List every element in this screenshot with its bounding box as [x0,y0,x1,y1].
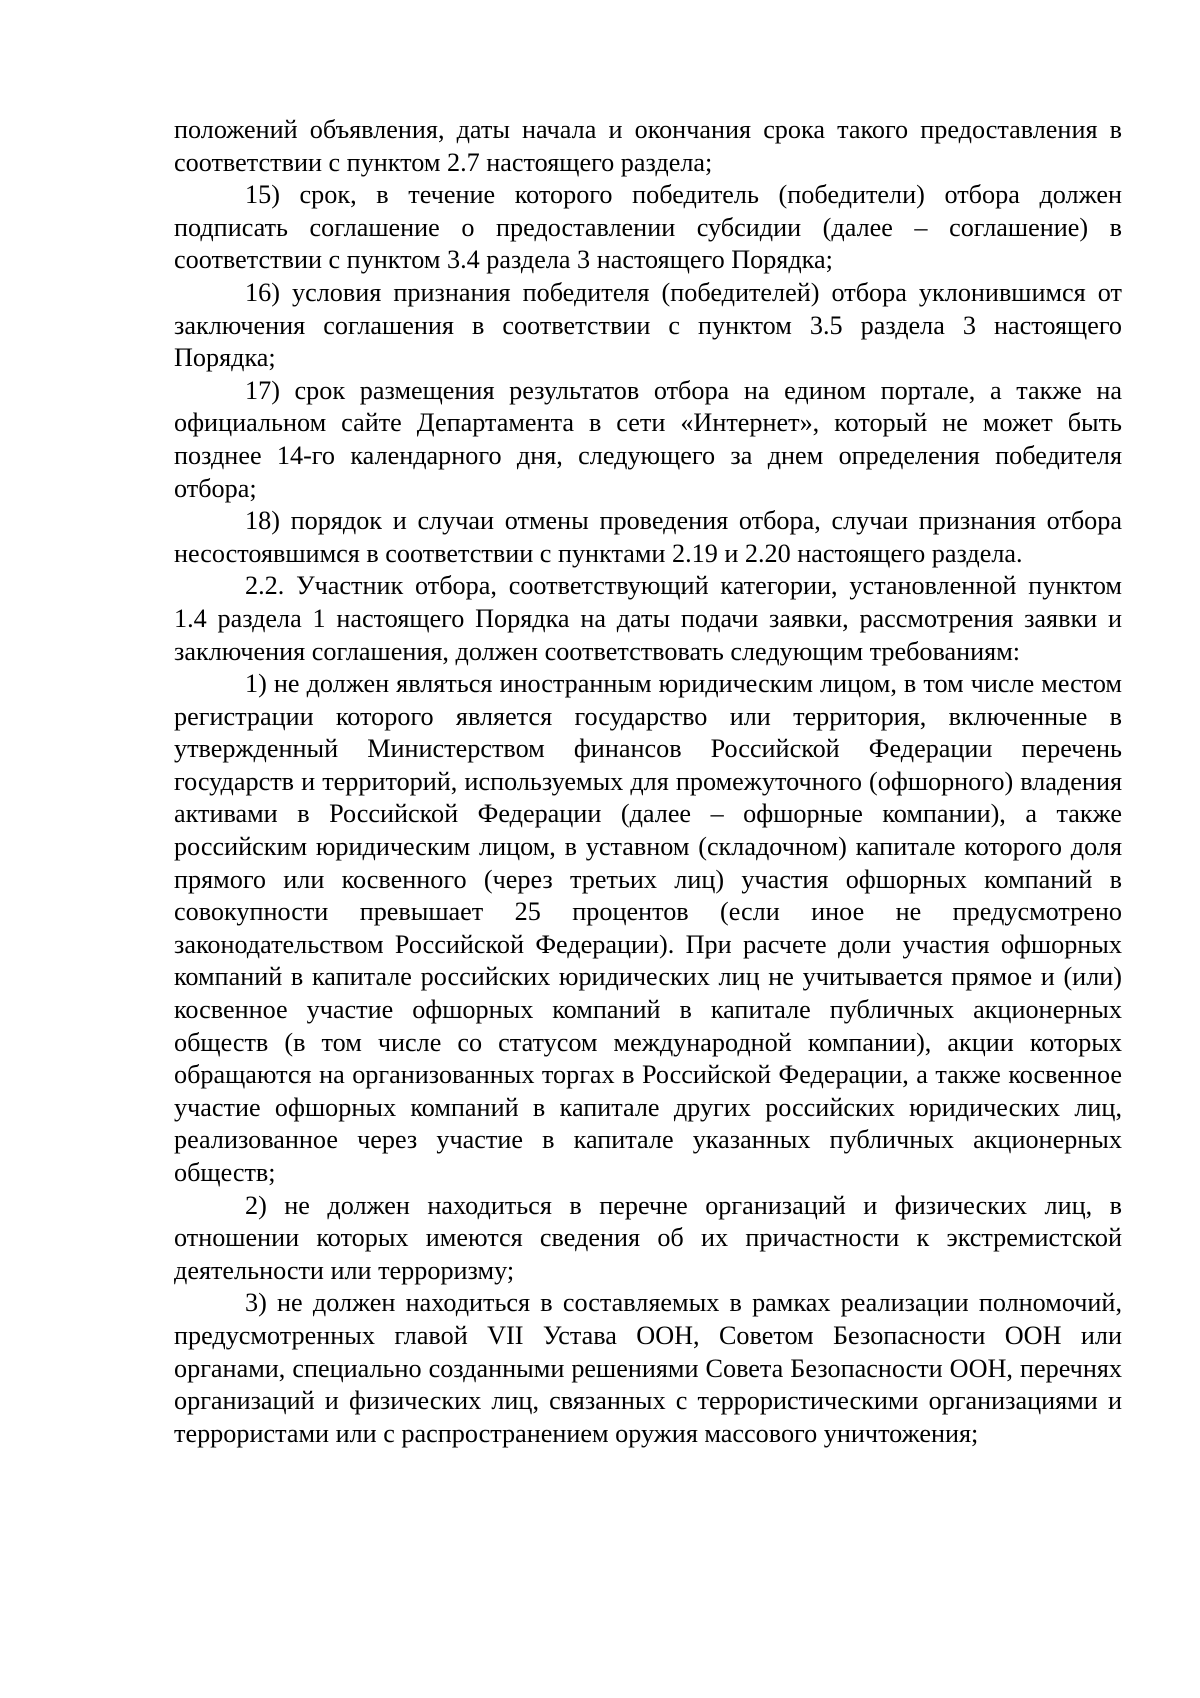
paragraph-requirement-3: 3) не должен находиться в составляемых в рамках реализации полномочий, предусмотренных главой VII Устава ООН, Советом Безопасности ООН или органами, специально созданными решениями Совета Безопасности ООН, перечнях организаций и физических лиц, связанных с террористическими организациями и террористами или с распространением оружия массового уничтожения; [174,1288,1122,1448]
paragraph-item-15: 15) срок, в течение которого победитель (победители) отбора должен подписать соглашение о предоставлении субсидии (далее – соглашение) в соответствии с пунктом 3.4 раздела 3 настоящего Порядка; [174,180,1122,275]
paragraph-item-16: 16) условия признания победителя (победителей) отбора уклонившимся от заключения соглашения в соответствии с пунктом 3.5 раздела 3 настоящего Порядка; [174,277,1122,373]
paragraph-item-18: 18) порядок и случаи отмены проведения отбора, случаи признания отбора несостоявшимся в соответствии с пунктами 2.19 и 2.20 настоящего раздела. [174,506,1122,568]
document-body [174,114,1122,1450]
paragraph-section-2-2: 2.2. Участник отбора, соответствующий категории, установленной пунктом 1.4 раздела 1 настоящего Порядка на даты подачи заявки, рассмотрения заявки и заключения соглашения, должен соответствовать следующим требованиям: [174,571,1122,666]
paragraph-item-17: 17) срок размещения результатов отбора на едином портале, а также на официальном сайте Департамента в сети «Интернет», который не может быть позднее 14-го календарного дня, следующего за днем определения победителя отбора; [174,375,1122,503]
paragraph-requirement-2: 2) не должен находиться в перечне организаций и физических лиц, в отношении которых имеются сведения об их причастности к экстремистской деятельности или терроризму; [174,1190,1122,1285]
paragraph-requirement-1: 1) не должен являться иностранным юридическим лицом, в том числе местом регистрации которого является государство или территория, включенные в утвержденный Министерством финансов Российской Федерации перечень государств и территорий, используемых для промежуточного (офшорного) владения активами в Российской Федерации (далее – офшорные компании), а также российским юридическим лицом, в уставном (складочном) капитале которого доля прямого или косвенного (через третьих лиц) участия офшорных компаний в совокупности превышает 25 процентов (если иное не предусмотрено законодательством Российской Федерации). При расчете доли участия офшорных компаний в капитале российских юридических лиц не учитывается прямое и (или) косвенное участие офшорных компаний в капитале публичных акционерных обществ (в том числе со статусом международной компании), акции которых обращаются на организованных торгах в Российской Федерации, а также косвенное участие офшорных компаний в капитале других российских юридических лиц, реализованное через участие в капитале указанных публичных акционерных обществ; [174,669,1122,1187]
paragraph-continuation: положений объявления, даты начала и окончания срока такого предоставления в соответствии с пунктом 2.7 настоящего раздела; [174,115,1122,177]
